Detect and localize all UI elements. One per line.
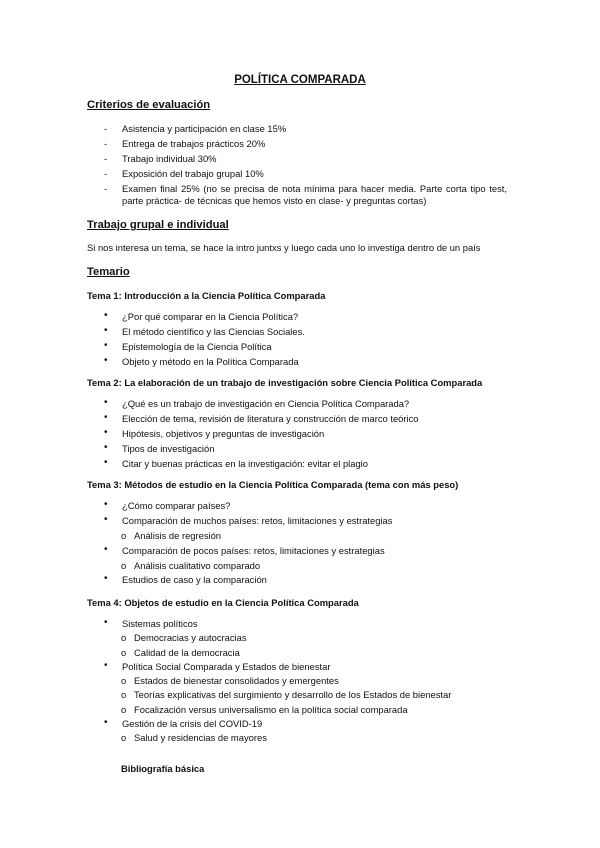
bullet-icon: • — [104, 457, 108, 468]
tema-1-title: Tema 1: Introducción a la Ciencia Política Comparada — [87, 290, 326, 301]
tema-3-title: Tema 3: Métodos de estudio en la Ciencia Política Comparada (tema con más peso) — [87, 479, 459, 490]
bullet-icon: • — [104, 717, 108, 728]
tema-4-title: Tema 4: Objetos de estudio en la Ciencia Política Comparada — [87, 597, 359, 608]
bullet-icon: • — [104, 310, 108, 321]
bullet-icon: • — [104, 660, 108, 671]
circle-bullet-icon: o — [121, 560, 127, 571]
trabajo-text: Si nos interesa un tema, se hace la intro juntxs y luego cada uno lo investiga dentro de un país — [87, 242, 481, 253]
trabajo-heading: Trabajo grupal e individual — [87, 219, 229, 231]
tema-2-title: Tema 2: La elaboración de un trabajo de investigación sobre Ciencia Política Comparada — [87, 377, 483, 388]
circle-bullet-icon: o — [121, 647, 127, 658]
bullet-icon: • — [104, 397, 108, 408]
criterios-heading: Criterios de evaluación — [87, 99, 211, 111]
bullet-icon: • — [104, 573, 108, 584]
bullet-icon: • — [104, 442, 108, 453]
bullet-icon: • — [104, 544, 108, 555]
circle-bullet-icon: o — [121, 689, 127, 700]
circle-bullet-icon: o — [121, 632, 127, 643]
document-page: POLÍTICA COMPARADA Criterios de evaluación - Asistencia y participación en clase 15% - Entrega de trabajos prácticos 20% - Trabajo individual 30% - Exposición del trabajo grupal 10% - Examen final 25% (no se precisa de nota mínima para hacer media. Parte corta tipo test, parte práctica- de técnicas que hemos visto en clase- y preguntas cortas) Trabajo grupal e individual Si nos interesa un tema, se hace la intro juntxs y luego cada uno lo investiga dentro de un país Temario Tema 1: Introducción a la Ciencia Política Comparada • ¿Por qué comparar en la Ciencia Política? • El método científico y las Ciencias Sociales. • Epistemología de la Ciencia Política • Objeto y método en la Política Comparada Tema 2: La elaboración de un trabajo de investigación sobre Ciencia Política Comparada • ¿Qué es un trabajo de investigación en Ciencia Política Comparada? • Elección de tema, revisión de literatura y construcción de marco teórico • Hipótesis, objetivos y preguntas de investigación • Tipos de investigación • Citar y buenas prácticas en la investigación: evitar el plagio Tema 3: Métodos de estudio en la Ciencia Política Comparada (tema con más peso) • ¿Cómo comparar países? • Comparación de muchos países: retos, limitaciones y estrategias o Análisis de regresión • Comparación de pocos países: retos, limitaciones y estrategias o Análisis cualitativo comparado • Estudios de caso y la comparación Tema 4: Objetos de estudio en la Ciencia Política Comparada • Sistemas políticos o Democracias y autocracias o Calidad de la democracia • Política Social Comparada y Estados de bienestar o Estados de bienestar consolidados y emergentes o Teorías explicativas del surgimiento y desarrollo de los Estados de bienestar o Focalización versus universalismo en la política social comparada • Gestión de la crisis del COVID-19 o Salud y residencias de mayores Bibliografía básica — [0, 0, 600, 848]
bullet-icon: • — [104, 617, 108, 628]
temario-heading: Temario — [87, 266, 130, 278]
bullet-icon: • — [104, 340, 108, 351]
bullet-icon: • — [104, 499, 108, 510]
bullet-icon: • — [104, 412, 108, 423]
circle-bullet-icon: o — [121, 732, 127, 743]
bullet-icon: • — [104, 355, 108, 366]
bullet-icon: • — [104, 325, 108, 336]
bibliografia-heading: Bibliografía básica — [121, 763, 205, 774]
bullet-icon: • — [104, 427, 108, 438]
circle-bullet-icon: o — [121, 704, 127, 715]
page-title: POLÍTICA COMPARADA — [234, 74, 366, 86]
circle-bullet-icon: o — [121, 530, 127, 541]
circle-bullet-icon: o — [121, 675, 127, 686]
bullet-icon: • — [104, 514, 108, 525]
